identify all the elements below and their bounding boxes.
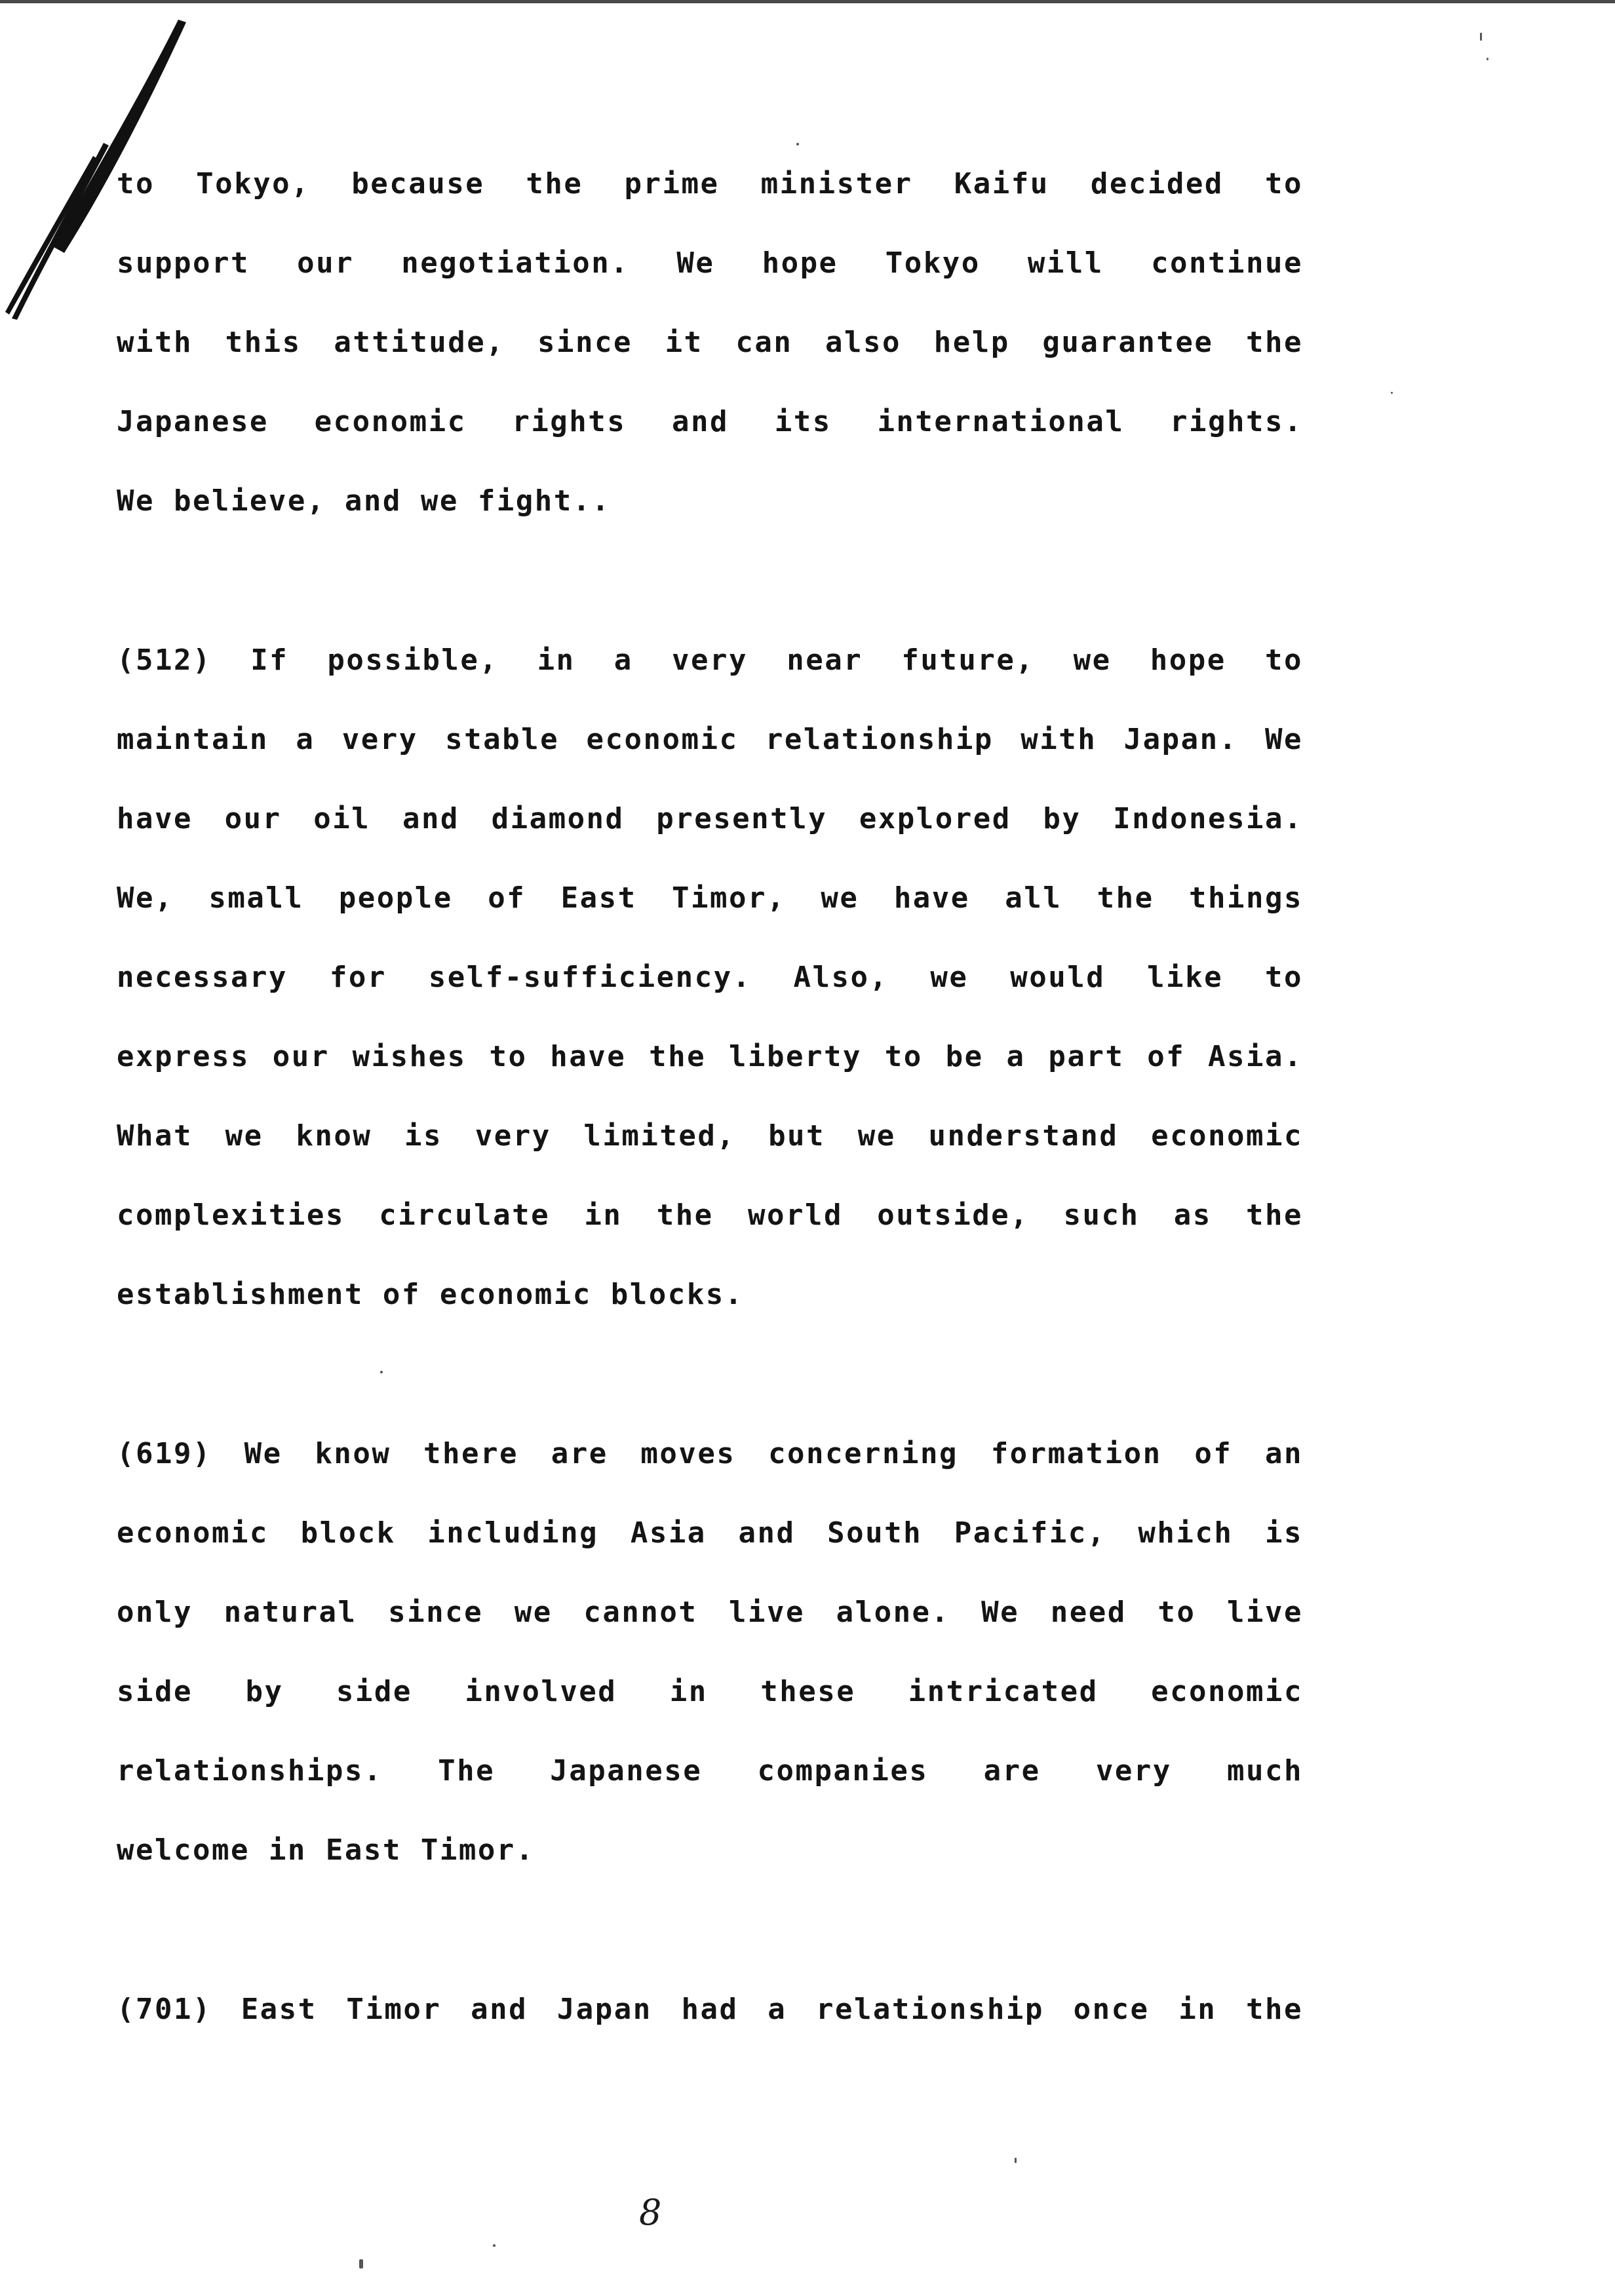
text-line: (619) We know there are moves concerning formation of an: [117, 1437, 1303, 1470]
text-line: support our negotiation. We hope Tokyo will continue: [117, 246, 1303, 280]
text-line: welcome in East Timor.: [117, 1833, 535, 1867]
text-line: side by side involved in these intricated economic: [117, 1675, 1303, 1708]
paragraph-701: [117, 1970, 1303, 2049]
scan-speck: [380, 1371, 383, 1373]
text-line: economic block including Asia and South Pacific, which is: [117, 1516, 1303, 1550]
text-line: only natural since we cannot live alone. We need to live: [117, 1596, 1303, 1629]
paragraph-619: [117, 1414, 1303, 1890]
scan-speck: [1480, 33, 1482, 41]
text-line: establishment of economic blocks.: [117, 1278, 744, 1311]
text-line: We, small people of East Timor, we have all the things: [117, 881, 1303, 915]
text-line: express our wishes to have the liberty to be a part of Asia.: [117, 1040, 1303, 1073]
document-body: [117, 144, 1303, 2049]
scan-speck: [1015, 2158, 1017, 2163]
scan-top-edge: [0, 0, 1615, 3]
page-number: 8: [639, 2192, 662, 2233]
scan-speck: [1487, 58, 1489, 60]
text-line: (512) If possible, in a very near future, we hope to: [117, 643, 1303, 677]
paragraph-512: [117, 621, 1303, 1334]
text-line: maintain a very stable economic relationship with Japan. We: [117, 723, 1303, 756]
text-line: relationships. The Japanese companies are very much: [117, 1754, 1303, 1788]
text-line: to Tokyo, because the prime minister Kaifu decided to: [117, 167, 1303, 201]
scan-speck: [359, 2259, 363, 2268]
scan-speck: [493, 2244, 496, 2247]
text-line: What we know is very limited, but we understand economic: [117, 1119, 1303, 1153]
scan-speck: [1391, 392, 1393, 394]
text-line: Japanese economic rights and its international rights.: [117, 405, 1303, 438]
text-line: (701) East Timor and Japan had a relationship once in the: [117, 1993, 1303, 2026]
scan-speck: [796, 143, 799, 145]
text-line: complexities circulate in the world outside, such as the: [117, 1198, 1303, 1232]
paragraph: [117, 144, 1303, 541]
text-line: We believe, and we fight..: [117, 484, 611, 518]
text-line: necessary for self-sufficiency. Also, we would like to: [117, 961, 1303, 994]
text-line: have our oil and diamond presently explored by Indonesia.: [117, 802, 1303, 835]
text-line: with this attitude, since it can also help guarantee the: [117, 326, 1303, 359]
